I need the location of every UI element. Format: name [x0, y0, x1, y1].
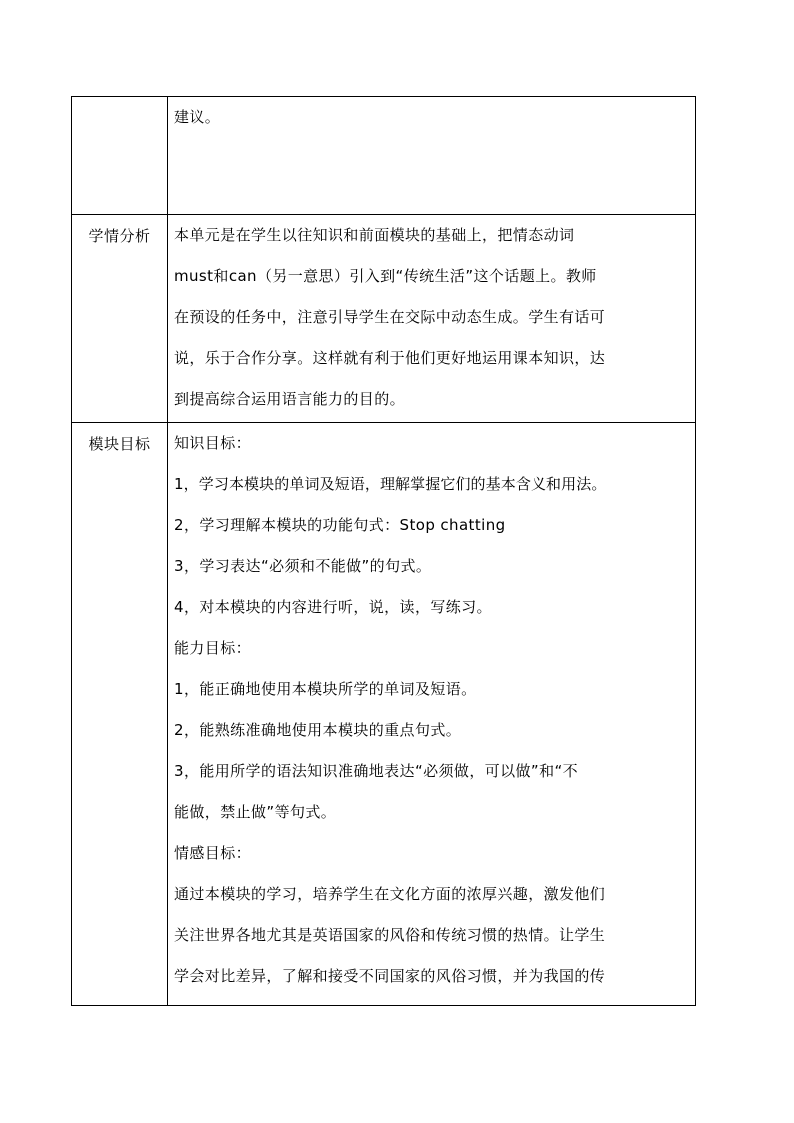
table-row-module-goals	[72, 423, 696, 1006]
section-heading-emotion: 情感目标：	[174, 844, 252, 862]
text-line: 3，能用所学的语法知识准确地表达“必须做，可以做”和“不	[174, 762, 579, 780]
text-line: 学会对比差异，了解和接受不同国家的风俗习惯，并为我国的传	[174, 967, 606, 985]
table-row-continuation	[72, 97, 696, 215]
text-line: 1，学习本模块的单词及短语，理解掌握它们的基本含义和用法。	[174, 475, 607, 493]
text-line: 1，能正确地使用本模块所学的单词及短语。	[174, 680, 477, 698]
lesson-plan-table	[71, 96, 696, 1006]
table-row-student-analysis	[72, 215, 696, 423]
row-label-module-goals: 模块目标	[88, 435, 151, 453]
row-label-cell	[72, 423, 168, 1006]
section-heading-ability: 能力目标：	[174, 639, 252, 657]
text-line: 2，能熟练准确地使用本模块的重点句式。	[174, 721, 462, 739]
text-line: 关注世界各地尤其是英语国家的风俗和传统习惯的热情。让学生	[174, 926, 606, 944]
text-line: 在预设的任务中，注意引导学生在交际中动态生成。学生有话可	[174, 308, 606, 326]
text-line: 说，乐于合作分享。这样就有利于他们更好地运用课本知识，达	[174, 349, 606, 367]
text-line: 建议。	[174, 108, 221, 126]
text-line: 3，学习表达“必须和不能做”的句式。	[174, 557, 432, 575]
text-line: 通过本模块的学习，培养学生在文化方面的浓厚兴趣，激发他们	[174, 885, 606, 903]
section-heading-knowledge: 知识目标：	[174, 434, 252, 452]
text-line: 到提高综合运用语言能力的目的。	[174, 390, 406, 408]
row-label-empty	[72, 97, 168, 215]
text-line: 2，学习理解本模块的功能句式：Stop chatting	[174, 516, 506, 534]
text-line: 本单元是在学生以往知识和前面模块的基础上，把情态动词	[174, 226, 575, 244]
row-label-cell	[72, 215, 168, 423]
row-content-student-analysis	[168, 215, 696, 423]
text-line: must和can（另一意思）引入到“传统生活”这个话题上。教师	[174, 267, 597, 285]
text-line: 能做，禁止做”等句式。	[174, 803, 337, 821]
row-content-module-goals	[168, 423, 696, 1006]
text-line: 4，对本模块的内容进行听，说，读，写练习。	[174, 598, 492, 616]
row-content-continuation	[168, 97, 696, 215]
row-label-student-analysis: 学情分析	[88, 227, 151, 245]
